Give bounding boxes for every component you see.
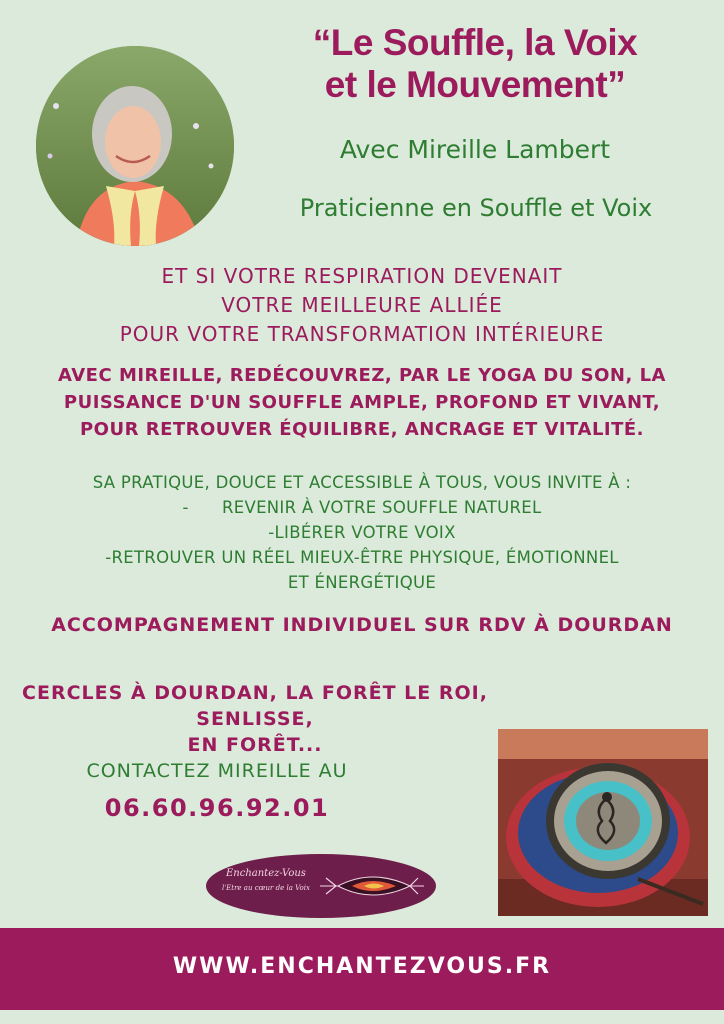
title-line-1: “Le Souffle, la Voix — [312, 22, 638, 63]
practice-line-4: -RETROUVER UN RÉEL MIEUX-ÊTRE PHYSIQUE, ÉMOTIONNEL — [105, 548, 619, 567]
presenter-name: Avec Mireille Lambert — [339, 135, 611, 164]
footer-bar — [0, 928, 724, 1010]
practice-line-5: ET ÉNERGÉTIQUE — [287, 573, 437, 592]
question-line-3: POUR VOTRE TRANSFORMATION INTÉRIEURE — [119, 322, 605, 346]
practice-line-3: -LIBÉRER VOTRE VOIX — [268, 523, 456, 542]
question-line-1: ET SI VOTRE RESPIRATION DEVENAIT — [161, 264, 563, 288]
question-block — [20, 262, 704, 349]
practice-block — [10, 470, 714, 595]
individual-session-text: ACCOMPAGNEMENT INDIVIDUEL SUR RDV À DOURDAN — [51, 614, 673, 636]
intro-line-1: AVEC MIREILLE, REDÉCOUVREZ, PAR LE YOGA DU SON, LA — [58, 365, 666, 386]
practice-line-2: - REVENIR À VOTRE SOUFFLE NATUREL — [182, 498, 542, 517]
logo-tagline: l'Etre au cœur de la Voix — [222, 884, 310, 892]
title-line-2: et le Mouvement” — [324, 64, 626, 105]
circles-locations — [20, 680, 490, 758]
feather-ornament-icon — [318, 870, 426, 902]
portrait-photo — [36, 46, 234, 246]
question-line-2: VOTRE MEILLEURE ALLIÉE — [221, 293, 503, 317]
intro-line-3: POUR RETROUVER ÉQUILIBRE, ANCRAGE ET VITALITÉ. — [79, 419, 645, 440]
practice-line-1: SA PRATIQUE, DOUCE ET ACCESSIBLE À TOUS, VOUS INVITE À : — [92, 473, 632, 492]
poster-title — [240, 22, 710, 106]
logo-name: Enchantez-Vous — [226, 868, 306, 879]
circles-line-2: EN FORÊT... — [187, 734, 323, 756]
contact-label: CONTACTEZ MIREILLE AU — [86, 760, 348, 782]
website-link[interactable]: WWW.ENCHANTEZVOUS.FR — [172, 954, 552, 979]
intro-block — [12, 362, 712, 443]
presenter-role: Praticienne en Souffle et Voix — [299, 194, 653, 222]
intro-line-2: PUISSANCE D'UN SOUFFLE AMPLE, PROFOND ET VIVANT, — [63, 392, 661, 413]
enchantez-vous-logo — [206, 854, 436, 918]
phone-number[interactable]: 06.60.96.92.01 — [104, 794, 330, 822]
drum-photo — [498, 729, 708, 916]
circles-line-1: CERCLES À DOURDAN, LA FORÊT LE ROI, SENLISSE, — [22, 682, 488, 730]
